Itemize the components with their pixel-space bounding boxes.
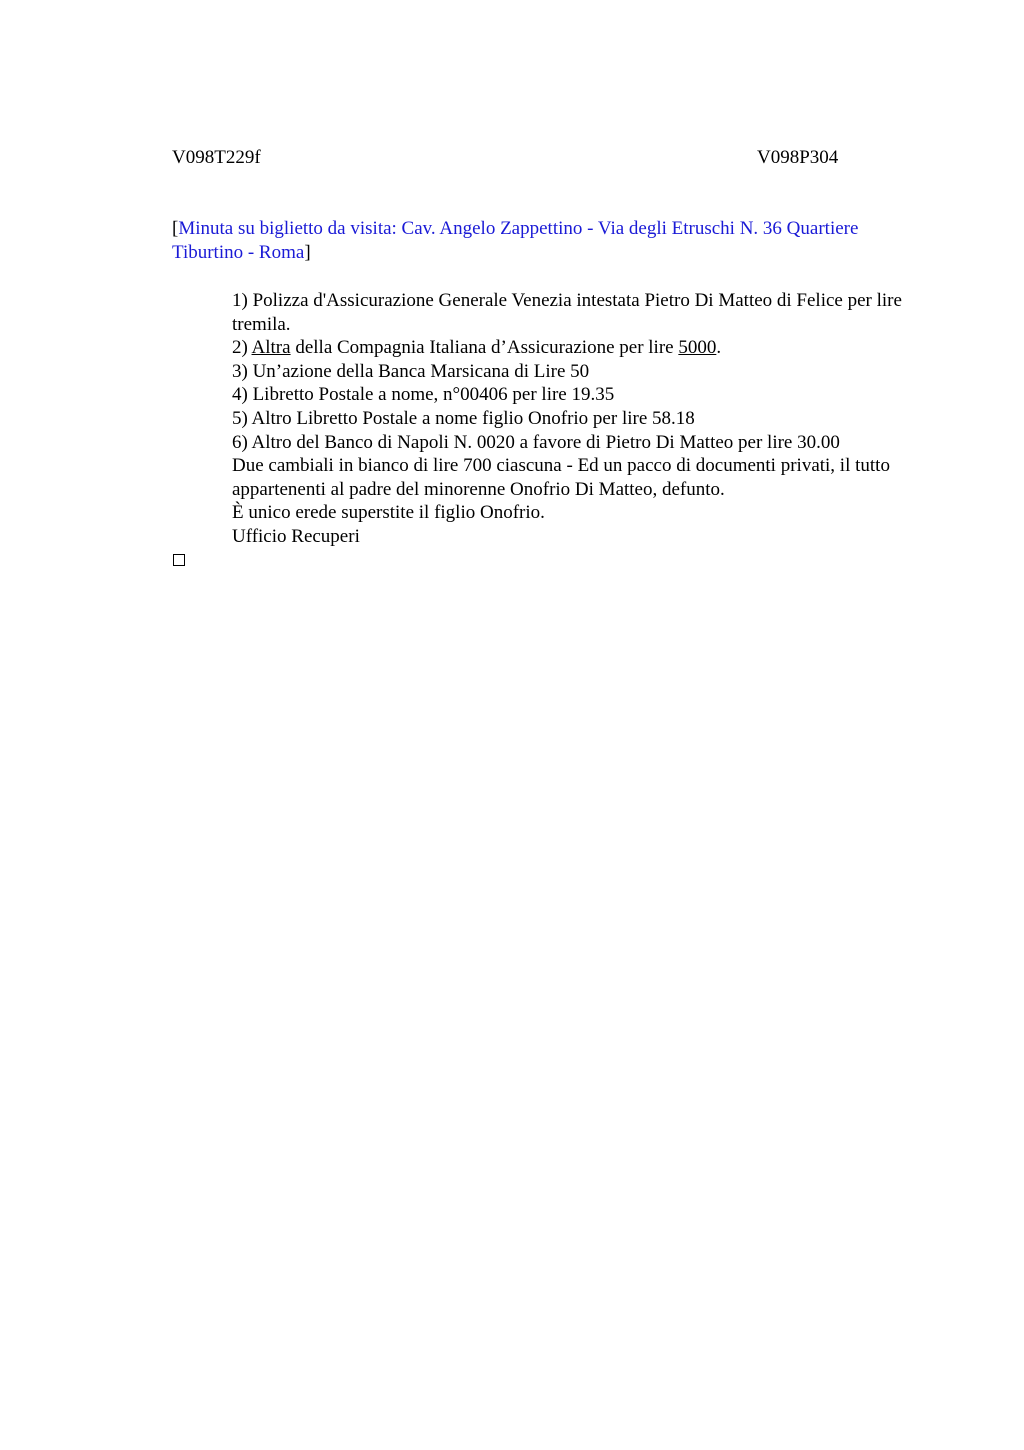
- item-2-prefix: 2): [232, 337, 252, 359]
- note-close-bracket: ]: [304, 242, 311, 263]
- empty-box-icon: [173, 554, 185, 566]
- item-line-4: 4) Libretto Postale a nome, n°00406 per lire 19.35: [232, 384, 615, 406]
- item-line-8: È unico erede superstite il figlio Onofrio.: [232, 502, 545, 524]
- note-open-bracket: [: [172, 218, 179, 239]
- document-body: [232, 289, 922, 549]
- document-code-left: V098T229f: [172, 147, 261, 168]
- item-line-6: 6) Altro del Banco di Napoli N. 0020 a favore di Pietro Di Matteo per lire 30.00: [232, 431, 840, 453]
- item-line-9: Ufficio Recuperi: [232, 525, 360, 547]
- item-2-middle: della Compagnia Italiana d’Assicurazione per lire: [290, 337, 679, 359]
- item-line-3: 3) Un’azione della Banca Marsicana di Lire 50: [232, 360, 590, 382]
- item-line-2: [232, 336, 922, 360]
- document-code-right: V098P304: [757, 147, 839, 168]
- item-2-underlined-amount: 5000: [678, 337, 717, 359]
- item-2-suffix: .: [716, 337, 722, 359]
- item-2-underlined-altra: Altra: [251, 337, 291, 359]
- item-line-5: 5) Altro Libretto Postale a nome figlio Onofrio per lire 58.18: [232, 407, 695, 429]
- editorial-note: [172, 217, 932, 265]
- item-line-1: 1) Polizza d'Assicurazione Generale Venezia intestata Pietro Di Matteo di Felice per lire tremila.: [232, 290, 902, 335]
- note-text: Minuta su biglietto da visita: Cav. Angelo Zappettino - Via degli Etruschi N. 36 Quartiere Tiburtino - Roma: [172, 218, 859, 263]
- item-line-7: Due cambiali in bianco di lire 700 ciascuna - Ed un pacco di documenti privati, il tutto appartenenti al padre del minorenne Onofrio Di Matteo, defunto.: [232, 455, 890, 500]
